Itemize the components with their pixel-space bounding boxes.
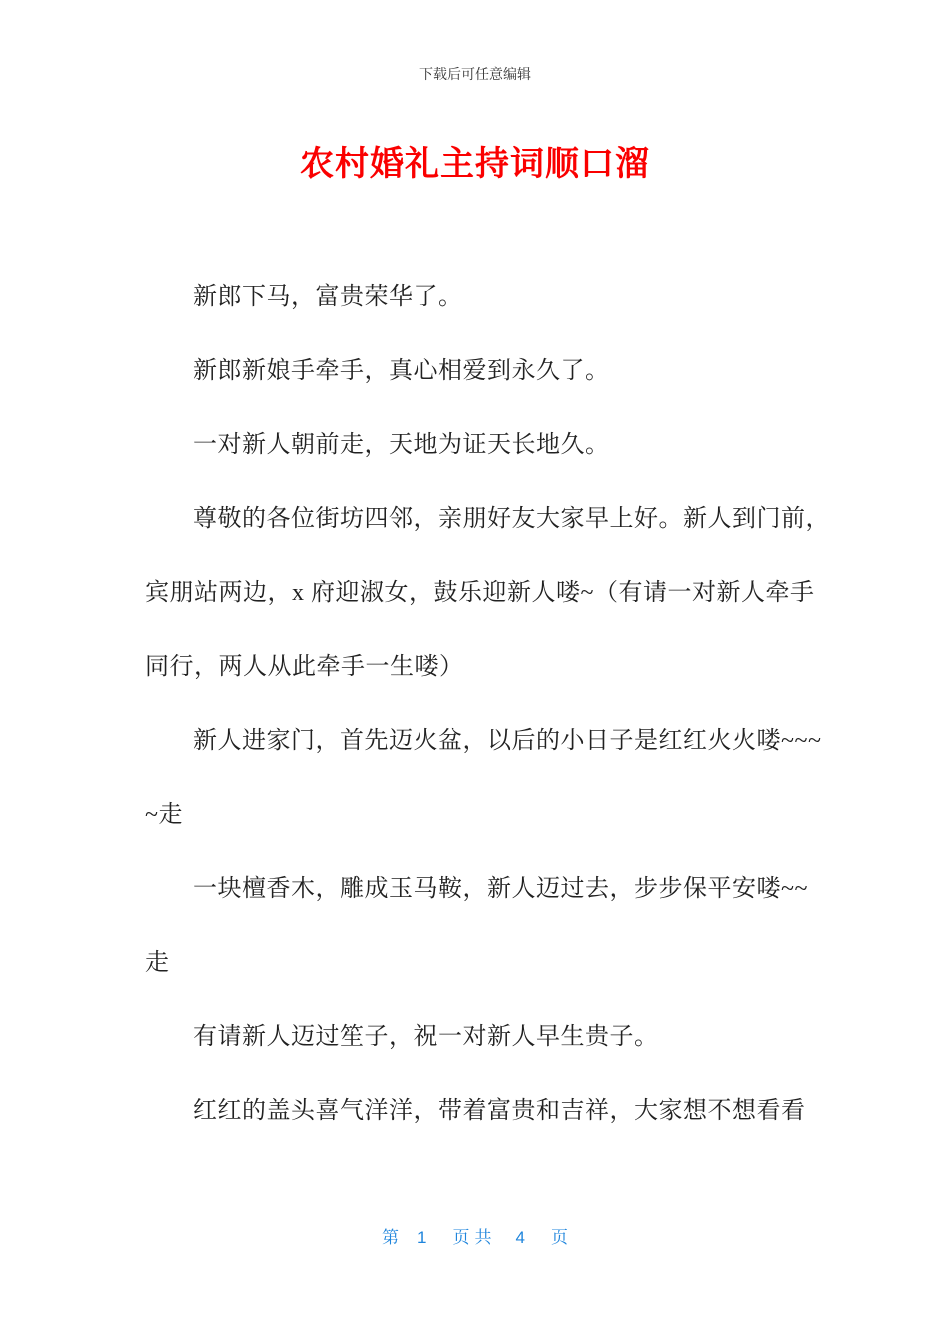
footer-total-pages: 4 xyxy=(515,1228,525,1247)
body-line: 同行，两人从此牵手一生喽） xyxy=(145,654,464,680)
body-line: 宾朋站两边，x 府迎淑女，鼓乐迎新人喽~（有请一对新人牵手 xyxy=(145,580,815,606)
footer-label-ye: 页 xyxy=(452,1228,470,1247)
body-line: 新人进家门，首先迈火盆，以后的小日子是红红火火喽~~~ xyxy=(193,728,822,754)
body-line: 红红的盖头喜气洋洋，带着富贵和吉祥，大家想不想看看 xyxy=(193,1098,806,1124)
body-line: 走 xyxy=(145,950,170,976)
footer-label-gong: 共 xyxy=(474,1228,492,1247)
document-body xyxy=(145,260,830,1148)
document-title: 农村婚礼主持词顺口溜 xyxy=(300,145,650,183)
body-line: ~走 xyxy=(145,802,183,828)
body-line: 新郎下马，富贵荣华了。 xyxy=(193,284,463,310)
body-line: 一块檀香木，雕成玉马鞍，新人迈过去，步步保平安喽~~ xyxy=(193,876,808,902)
footer-label-ye2: 页 xyxy=(550,1228,568,1247)
footer-label-di: 第 xyxy=(382,1228,400,1247)
header-note: 下载后可任意编辑 xyxy=(419,68,531,83)
page-footer xyxy=(0,1226,950,1250)
footer-page-number: 1 xyxy=(417,1228,427,1247)
body-line: 尊敬的各位街坊四邻，亲朋好友大家早上好。新人到门前， xyxy=(193,506,830,532)
body-line: 一对新人朝前走，天地为证天长地久。 xyxy=(193,432,610,458)
body-line: 有请新人迈过笙子，祝一对新人早生贵子。 xyxy=(193,1024,659,1050)
body-line: 新郎新娘手牵手，真心相爱到永久了。 xyxy=(193,358,610,384)
